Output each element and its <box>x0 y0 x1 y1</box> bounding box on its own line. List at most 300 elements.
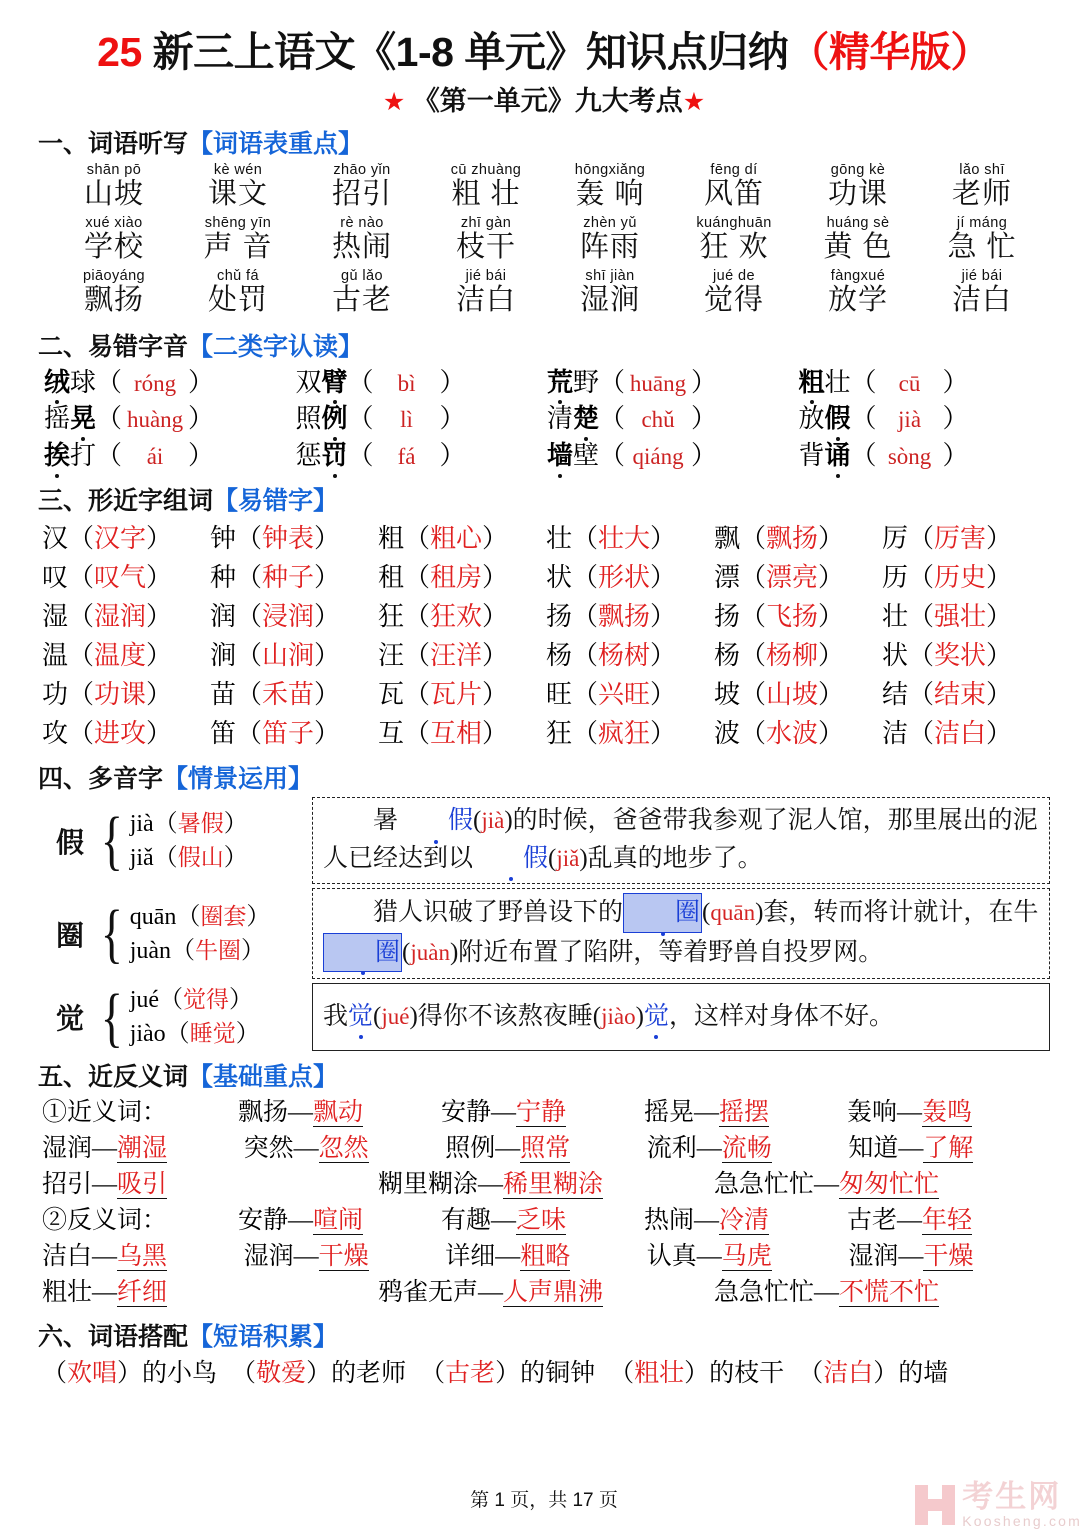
section-4-title: 四、多音字 <box>38 765 164 794</box>
similar-char-item: 润（浸润） <box>210 602 341 632</box>
watermark-en: Koosheng.com <box>962 1513 1082 1529</box>
word-pair-answer: 人声鼎沸 <box>503 1279 604 1307</box>
polyphone-row <box>44 888 1050 979</box>
pinyin-exercise-item: 背诵（ sòng ） <box>799 438 1051 475</box>
dictation-word <box>176 215 300 268</box>
polyphone-word: 觉得 <box>183 986 230 1013</box>
char-word-answer: 飘扬 <box>766 524 819 554</box>
title-paren: （精华版） <box>788 29 991 75</box>
section-6-title: 六、词语搭配 <box>38 1323 189 1352</box>
pinyin-answer: huàng <box>126 407 184 433</box>
char-word-answer: 兴旺 <box>598 680 651 710</box>
word-pair-answer: 乏味 <box>516 1207 567 1235</box>
word-pair: 粗壮—纤细 <box>42 1279 168 1307</box>
char-word-answer: 历史 <box>934 563 987 593</box>
similar-char-item: 杨（杨树） <box>546 641 677 671</box>
word-pair: 飘扬—飘动 <box>238 1099 364 1127</box>
emphasis-char: 晃 <box>70 401 96 438</box>
emphasis-char: 楚 <box>573 401 599 438</box>
dictation-word <box>52 162 176 215</box>
example-sentence-box <box>312 983 1050 1051</box>
polyphone-readings <box>130 900 271 968</box>
dictation-word <box>796 162 920 215</box>
section-6-tag: 【短语积累】 <box>188 1323 339 1352</box>
similar-char-item: 状（奖状） <box>882 641 1013 671</box>
polyphone-word: 圈套 <box>200 902 247 929</box>
similar-char-item: 涧（山涧） <box>210 641 341 671</box>
page-subtitle <box>38 79 1050 118</box>
hanzi-word: 湿涧 <box>579 284 640 317</box>
word-pair-answer: 轰鸣 <box>922 1099 973 1127</box>
pinyin-row <box>44 401 1050 438</box>
pinyin-label: rè nào <box>340 214 384 231</box>
pinyin-answer: jià <box>898 407 922 433</box>
similar-char-item: 结（结束） <box>882 680 1013 710</box>
emphasis-char: 荒 <box>547 365 573 402</box>
collocation-item: （粗壮）的枝干 <box>609 1360 785 1388</box>
pinyin-exercise-item: 挨打（ ái ） <box>44 438 296 475</box>
similar-char-item: 瓦（瓦片） <box>378 680 509 710</box>
hanzi-word: 枝干 <box>455 231 516 264</box>
word-pair-answer: 照常 <box>520 1135 571 1163</box>
highlight-char-boxed: 圈 <box>623 893 702 933</box>
section-2-title: 二、易错字音 <box>38 332 189 361</box>
inline-pinyin: jiào <box>601 1003 636 1029</box>
highlight-char: 觉 <box>348 998 373 1036</box>
pinyin-label: kuánghuān <box>696 214 772 231</box>
pinyin-label: jí máng <box>956 214 1008 231</box>
brace-icon: { <box>100 980 123 1054</box>
char-word-answer: 粗心 <box>430 524 483 554</box>
word-pair: 湿润—干燥 <box>848 1243 974 1271</box>
section-1-title: 一、词语听写 <box>38 129 189 158</box>
pinyin-answer: fá <box>397 444 416 470</box>
word-pair: 急急忙忙—不慌不忙 <box>714 1279 940 1307</box>
section-5-title: 五、近反义词 <box>38 1063 189 1092</box>
pinyin-label: xué xiào <box>85 214 143 231</box>
dictation-word <box>796 268 920 321</box>
pinyin-exercise-item: 惩罚（ fá ） <box>296 438 548 475</box>
hanzi-word: 洁白 <box>455 284 516 317</box>
pinyin-exercise-item: 清楚（ chǔ ） <box>547 401 799 438</box>
highlight-char-boxed: 圈 <box>323 933 402 973</box>
hanzi-word: 放学 <box>827 284 888 317</box>
hanzi-word: 黄 色 <box>823 231 893 264</box>
dictation-word-grid <box>52 162 1044 321</box>
dictation-word <box>52 215 176 268</box>
dictation-word <box>920 162 1044 215</box>
word-pair-answer: 冷清 <box>719 1207 770 1235</box>
char-word-answer: 洁白 <box>934 719 987 749</box>
section-4-tag: 【情景运用】 <box>163 765 314 794</box>
similar-char-item: 租（租房） <box>378 563 509 593</box>
collocation-answer: 古老 <box>445 1360 496 1388</box>
example-sentence: 暑 假(jià)的时候，爸爸带我参观了泥人馆，那里展出的泥人已经达到以 假(jiǎ)乱真的地步了。 <box>323 802 1039 877</box>
pinyin-label: jié bái <box>961 267 1003 284</box>
word-pair-answer: 年轻 <box>922 1207 973 1235</box>
pinyin-label: gōng kè <box>830 161 886 178</box>
pinyin-answer: sòng <box>887 444 932 470</box>
hanzi-word: 狂 欢 <box>699 231 769 264</box>
title-main: 新三上语文《1-8 单元》知识点归纳 <box>152 29 789 75</box>
similar-char-item: 苗（禾苗） <box>210 680 341 710</box>
pinyin-answer: lì <box>400 407 413 433</box>
similar-characters-grid <box>42 519 1050 753</box>
dictation-word <box>548 162 672 215</box>
word-pair-answer: 潮湿 <box>117 1135 168 1163</box>
similar-char-item: 汉（汉字） <box>42 524 173 554</box>
section-3-tag: 【易错字】 <box>213 487 339 516</box>
kaosheng-logo-icon <box>915 1485 955 1525</box>
word-pair-answer: 流畅 <box>721 1135 772 1163</box>
pinyin-label: piāoyáng <box>82 267 146 284</box>
char-word-answer: 钟表 <box>262 524 315 554</box>
hanzi-word: 觉得 <box>703 284 764 317</box>
word-pair: 湿润—潮湿 <box>42 1135 168 1163</box>
word-pair-answer: 摇摆 <box>719 1099 770 1127</box>
dictation-word <box>300 268 424 321</box>
dictation-word <box>548 215 672 268</box>
dictation-word <box>548 268 672 321</box>
hanzi-word: 课文 <box>207 178 268 211</box>
synonym-label: ①近义词： <box>42 1099 168 1127</box>
char-word-answer: 瓦片 <box>430 680 483 710</box>
dictation-word <box>424 268 548 321</box>
section-heading-1 <box>38 124 1050 160</box>
char-word-answer: 杨柳 <box>766 641 819 671</box>
similar-char-item: 扬（飞扬） <box>714 602 845 632</box>
hanzi-word: 轰 响 <box>575 178 645 211</box>
word-pair: 招引—吸引 <box>42 1171 168 1199</box>
hanzi-word: 声 音 <box>203 231 273 264</box>
example-sentence: 猎人识破了野兽设下的 圈(quān)套，转而将计就计，在牛圈(juàn)附近布置了陷阱，等着野兽自投罗网。 <box>323 893 1039 972</box>
similar-char-item: 互（互相） <box>378 719 509 749</box>
polyphone-readings <box>130 983 260 1051</box>
inline-pinyin: jià <box>481 808 505 834</box>
word-pair-answer: 喧闹 <box>313 1207 364 1235</box>
dictation-word <box>300 215 424 268</box>
similar-char-item: 粗（粗心） <box>378 524 509 554</box>
word-pair-answer: 粗略 <box>520 1243 571 1271</box>
word-pair: 认真—马虎 <box>646 1243 772 1271</box>
example-sentence-box <box>312 888 1050 979</box>
pinyin-answer: qiáng <box>632 444 684 470</box>
pinyin-exercise-item: 放假（ jià ） <box>799 401 1051 438</box>
dictation-word <box>796 215 920 268</box>
pinyin-answer: róng <box>133 370 177 396</box>
similar-char-item: 旺（兴旺） <box>546 680 677 710</box>
dictation-word <box>672 215 796 268</box>
highlight-char: 假 <box>473 840 548 878</box>
pinyin-answer: ái <box>146 444 164 470</box>
pinyin-label: zhī gàn <box>460 214 512 231</box>
pinyin-exercise-item: 墙壁（ qiáng ） <box>547 438 799 475</box>
hanzi-word: 热闹 <box>331 231 392 264</box>
dictation-word <box>920 268 1044 321</box>
antonym-row <box>42 1275 1050 1311</box>
pinyin-label: kè wén <box>213 161 263 178</box>
pinyin-label: cū zhuàng <box>450 161 522 178</box>
char-word-answer: 禾苗 <box>262 680 315 710</box>
hanzi-word: 飘扬 <box>83 284 144 317</box>
word-pair: 轰响—轰鸣 <box>847 1099 973 1127</box>
hanzi-word: 急 忙 <box>947 231 1017 264</box>
hanzi-word: 老师 <box>951 178 1012 211</box>
collocation-answer: 敬爱 <box>256 1360 307 1388</box>
similar-char-item: 扬（飘扬） <box>546 602 677 632</box>
word-pair-answer: 匆匆忙忙 <box>839 1171 940 1199</box>
dictation-word <box>424 162 548 215</box>
dictation-word <box>424 215 548 268</box>
pinyin-label: shān pō <box>86 161 142 178</box>
subtitle-text: 《第一单元》九大考点 <box>412 85 683 116</box>
word-pair: 急急忙忙—匆匆忙忙 <box>714 1171 940 1199</box>
emphasis-char: 罚 <box>322 438 348 475</box>
similar-char-item: 飘（飘扬） <box>714 524 845 554</box>
pinyin-row <box>44 438 1050 475</box>
pinyin-answer: bì <box>397 370 416 396</box>
section-heading-4 <box>38 759 1050 795</box>
word-pair-answer: 乌黑 <box>117 1243 168 1271</box>
char-word-answer: 漂亮 <box>766 563 819 593</box>
word-pair: 糊里糊涂—稀里糊涂 <box>378 1171 604 1199</box>
pinyin-label: jié bái <box>465 267 507 284</box>
brace-icon: { <box>100 804 123 878</box>
section-2-tag: 【二类字认读】 <box>188 332 364 361</box>
polyphone-reading: jiào（睡觉） <box>129 1020 260 1048</box>
polyphone-readings <box>130 807 248 875</box>
hanzi-word: 洁白 <box>951 284 1012 317</box>
pinyin-label: huáng sè <box>826 214 890 231</box>
similar-char-item: 漂（漂亮） <box>714 563 845 593</box>
synonym-row <box>42 1167 1050 1203</box>
word-pair: 详细—粗略 <box>445 1243 571 1271</box>
emphasis-char: 诵 <box>825 438 851 475</box>
polyphone-head <box>44 980 312 1054</box>
inline-pinyin: juàn <box>410 939 450 965</box>
highlight-char: 觉 <box>644 998 669 1036</box>
char-word-answer: 汉字 <box>94 524 147 554</box>
word-pair-answer: 了解 <box>923 1135 974 1163</box>
pinyin-label: hōngxiǎng <box>574 161 646 178</box>
collocation-answer: 欢唱 <box>67 1360 118 1388</box>
word-pair-answer: 宁静 <box>516 1099 567 1127</box>
dictation-word <box>52 268 176 321</box>
pinyin-label: chǔ fá <box>217 267 259 284</box>
word-pair-answer: 干燥 <box>318 1243 369 1271</box>
char-word-answer: 山涧 <box>262 641 315 671</box>
star-icon-left: ★ <box>382 87 406 116</box>
char-word-answer: 形状 <box>598 563 651 593</box>
word-pair-answer: 稀里糊涂 <box>503 1171 604 1199</box>
pinyin-label: gǔ lǎo <box>341 267 383 284</box>
pinyin-answer: huāng <box>629 370 687 396</box>
char-word-answer: 飘扬 <box>598 602 651 632</box>
inline-pinyin: jiǎ <box>556 845 580 871</box>
word-pair-answer: 马虎 <box>721 1243 772 1271</box>
antonym-row <box>42 1203 1050 1239</box>
title-number: 25 <box>97 29 142 75</box>
example-sentence-box <box>312 797 1050 884</box>
polyphone-word: 牛圈 <box>195 936 242 963</box>
hanzi-word: 学校 <box>83 231 144 264</box>
dictation-word <box>176 268 300 321</box>
polyphone-row <box>44 797 1050 884</box>
emphasis-char: 挨 <box>44 438 70 475</box>
word-pair-answer: 不慌不忙 <box>839 1279 940 1307</box>
section-heading-6 <box>38 1317 1050 1353</box>
highlight-char: 假 <box>398 802 473 840</box>
word-pair: 突然—忽然 <box>243 1135 369 1163</box>
similar-char-item: 叹（叹气） <box>42 563 173 593</box>
page-footer: 第 1 页，共 17 页 <box>470 1490 618 1511</box>
char-word-answer: 杨树 <box>598 641 651 671</box>
example-sentence: 我觉(jué)得你不该熬夜睡(jiào)觉，这样对身体不好。 <box>323 998 894 1036</box>
similar-char-item: 狂（狂欢） <box>378 602 509 632</box>
char-word-answer: 水波 <box>766 719 819 749</box>
pinyin-exercise-item: 绒球（ róng ） <box>44 365 296 402</box>
watermark-cn: 考生网 <box>962 1479 1062 1514</box>
char-word-answer: 强壮 <box>934 602 987 632</box>
polyphone-char: 觉 <box>55 1003 84 1035</box>
similar-char-item: 杨（杨柳） <box>714 641 845 671</box>
word-pair: 安静—宁静 <box>441 1099 567 1127</box>
char-word-answer: 奖状 <box>934 641 987 671</box>
char-word-answer: 租房 <box>430 563 483 593</box>
polyphone-word: 假山 <box>177 843 224 870</box>
pinyin-label: zhāo yǐn <box>333 161 391 178</box>
polyphone-word: 暑假 <box>177 809 224 836</box>
pinyin-label: zhèn yǔ <box>583 214 637 231</box>
char-word-answer: 温度 <box>94 641 147 671</box>
dictation-word <box>920 215 1044 268</box>
pinyin-exercise-list <box>38 365 1050 476</box>
polyphone-head <box>44 888 312 979</box>
word-pair: 鸦雀无声—人声鼎沸 <box>378 1279 604 1307</box>
section-3-title: 三、形近字组词 <box>38 487 214 516</box>
inline-pinyin: jué <box>381 1003 410 1029</box>
hanzi-word: 风笛 <box>703 178 764 211</box>
word-pair-answer: 吸引 <box>117 1171 168 1199</box>
polyphone-char: 圈 <box>55 919 84 951</box>
word-pair: 湿润—干燥 <box>243 1243 369 1271</box>
char-word-answer: 种子 <box>262 563 315 593</box>
collocation-item: （敬爱）的老师 <box>231 1360 407 1388</box>
char-word-answer: 汪洋 <box>430 641 483 671</box>
char-word-answer: 互相 <box>430 719 483 749</box>
collocation-answer: 粗壮 <box>634 1360 685 1388</box>
char-word-answer: 狂欢 <box>430 602 483 632</box>
page-title <box>38 30 1050 76</box>
polyphone-head <box>44 797 312 884</box>
similar-char-item: 壮（强壮） <box>882 602 1013 632</box>
similar-char-item: 钟（钟表） <box>210 524 341 554</box>
antonym-row <box>42 1239 1050 1275</box>
word-pair-answer: 飘动 <box>313 1099 364 1127</box>
dictation-word <box>672 268 796 321</box>
collocation-item: （古老）的铜钟 <box>420 1360 596 1388</box>
pinyin-exercise-item: 摇晃（ huàng ） <box>44 401 296 438</box>
word-pair: 洁白—乌黑 <box>42 1243 168 1271</box>
similar-char-item: 温（温度） <box>42 641 173 671</box>
word-pair: 照例—照常 <box>445 1135 571 1163</box>
polyphone-reading: jué（觉得） <box>129 986 254 1014</box>
brace-icon: { <box>100 897 123 971</box>
word-pair-answer: 干燥 <box>923 1243 974 1271</box>
similar-char-item: 种（种子） <box>210 563 341 593</box>
char-word-answer: 笛子 <box>262 719 315 749</box>
pinyin-exercise-item: 双臂（ bì ） <box>296 365 548 402</box>
similar-char-item: 波（水波） <box>714 719 845 749</box>
antonym-label: ②反义词： <box>42 1207 168 1235</box>
char-word-answer: 厉害 <box>934 524 987 554</box>
pinyin-exercise-item: 粗壮（ cū ） <box>799 365 1051 402</box>
section-5-tag: 【基础重点】 <box>188 1063 339 1092</box>
similar-char-item: 功（功课） <box>42 680 173 710</box>
pinyin-label: jué de <box>713 267 755 284</box>
hanzi-word: 粗 壮 <box>451 178 521 211</box>
pinyin-label: shēng yīn <box>204 214 272 231</box>
collocation-row <box>42 1355 1050 1393</box>
char-word-answer: 功课 <box>94 680 147 710</box>
hanzi-word: 处罚 <box>207 284 268 317</box>
polyphone-reading: jiǎ（假山） <box>129 843 248 871</box>
similar-char-item: 汪（汪洋） <box>378 641 509 671</box>
star-icon-right: ★ <box>682 87 706 116</box>
similar-char-item: 洁（洁白） <box>882 719 1013 749</box>
similar-char-item: 湿（湿润） <box>42 602 173 632</box>
char-word-answer: 壮大 <box>598 524 651 554</box>
dictation-word <box>672 162 796 215</box>
similar-char-item: 攻（进攻） <box>42 719 173 749</box>
section-1-tag: 【词语表重点】 <box>188 129 364 158</box>
pinyin-exercise-item: 照例（ lì ） <box>296 401 548 438</box>
hanzi-word: 古老 <box>331 284 392 317</box>
similar-char-item: 坡（山坡） <box>714 680 845 710</box>
char-word-answer: 飞扬 <box>766 602 819 632</box>
section-heading-3 <box>38 481 1050 517</box>
watermark <box>915 1481 1082 1528</box>
similar-char-item: 笛（笛子） <box>210 719 341 749</box>
polyphone-reading: quān（圈套） <box>129 902 271 930</box>
collocation-item: （洁白）的墙 <box>798 1360 949 1388</box>
char-word-answer: 叹气 <box>94 563 147 593</box>
hanzi-word: 招引 <box>331 178 392 211</box>
synonym-row <box>42 1095 1050 1131</box>
pinyin-exercise-item: 荒野（ huāng ） <box>547 365 799 402</box>
dictation-word <box>176 162 300 215</box>
pinyin-label: lǎo shī <box>959 161 1005 178</box>
emphasis-char: 例 <box>322 401 348 438</box>
char-word-answer: 浸润 <box>262 602 315 632</box>
similar-char-item: 厉（厉害） <box>882 524 1013 554</box>
pinyin-answer: cū <box>898 370 921 396</box>
inline-pinyin: quān <box>710 900 756 926</box>
char-word-answer: 疯狂 <box>598 719 651 749</box>
char-word-answer: 进攻 <box>94 719 147 749</box>
pinyin-row <box>44 365 1050 402</box>
section-heading-2 <box>38 327 1050 363</box>
pinyin-label: shī jiàn <box>585 267 635 284</box>
hanzi-word: 功课 <box>827 178 888 211</box>
emphasis-char: 墙 <box>547 438 573 475</box>
hanzi-word: 阵雨 <box>579 231 640 264</box>
polyphone-reading: jià（暑假） <box>129 809 248 837</box>
word-pair: 热闹—冷清 <box>644 1207 770 1235</box>
word-pair-answer: 纤细 <box>117 1279 168 1307</box>
dictation-word <box>300 162 424 215</box>
similar-char-item: 狂（疯狂） <box>546 719 677 749</box>
